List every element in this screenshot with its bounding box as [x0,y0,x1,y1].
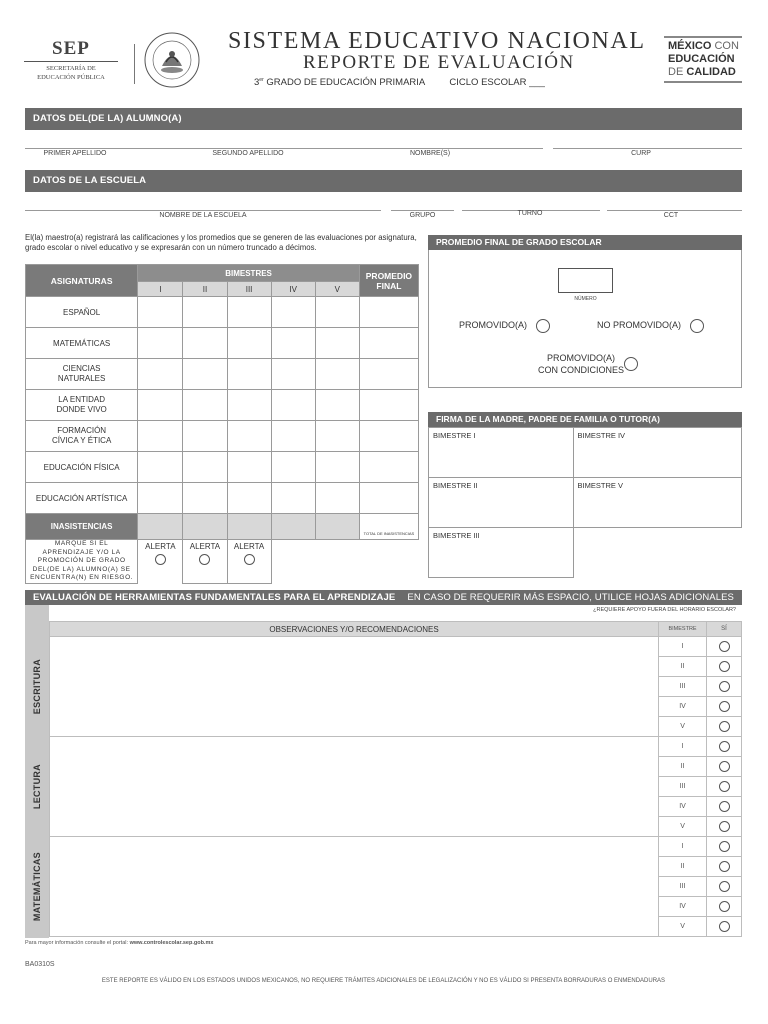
header-bim-1: I [138,282,183,297]
promoted-radio[interactable] [536,319,550,333]
sep-logo-subtitle [24,64,118,82]
conditional-radio[interactable] [624,357,638,371]
alert-cell-2[interactable] [183,540,227,584]
grade-cell[interactable] [138,328,183,359]
grade-cell[interactable] [227,421,271,452]
sep-sub-line1: SECRETARÍA DE [46,65,96,72]
header-final-average: PROMEDIO FINAL [359,265,418,297]
promoted-label: PROMOVIDO(A) [459,320,528,330]
average-cell[interactable] [359,421,418,452]
signatures-table [428,427,742,578]
grade-cell[interactable] [271,390,315,421]
portal-note [25,940,213,946]
bim-label: V [659,717,707,737]
grade-cell[interactable] [315,390,359,421]
sep-logo: SEP [52,38,90,59]
grade-cell[interactable] [271,359,315,390]
support-question: ¿REQUIERE APOYO FUERA DEL HORARIO ESCOLAR? [593,607,736,613]
alert-radio-2[interactable] [199,554,210,565]
label-group: GRUPO [409,212,436,219]
yes-cell[interactable] [707,837,742,857]
de-word: DE [668,66,684,78]
form-code: BA0310S [25,961,55,968]
average-cell[interactable] [359,452,418,483]
grade-cell[interactable] [183,452,227,483]
label-second-surname: SEGUNDO APELLIDO [212,150,284,157]
yes-radio[interactable] [719,761,730,772]
bim-label: IV [659,797,707,817]
grade-cell[interactable] [271,297,315,328]
student-data-bar: DATOS DEL(DE LA) ALUMNO(A) [25,108,742,130]
yes-cell[interactable] [707,877,742,897]
header-subjects: ASIGNATURAS [26,265,138,297]
subject-entity: LA ENTIDAD DONDE VIVO [26,390,138,421]
observations-table [49,621,742,937]
yes-cell[interactable] [707,857,742,877]
yes-radio[interactable] [719,781,730,792]
header-bim-5: V [315,282,359,297]
grade-cell[interactable] [183,483,227,514]
yes-cell[interactable] [707,757,742,777]
subject-pe: EDUCACIÓN FÍSICA [26,452,138,483]
student-line-2[interactable] [553,148,742,149]
yes-cell[interactable] [707,817,742,837]
school-line-cct[interactable] [607,210,742,211]
sep-sub-line2: EDUCACIÓN PÚBLICA [37,74,105,81]
yes-radio[interactable] [719,901,730,912]
yes-radio[interactable] [719,881,730,892]
grade-cell[interactable] [138,452,183,483]
calidad-word: CALIDAD [686,66,736,78]
header-bim-4: IV [271,282,315,297]
alert-label: ALERTA [145,542,176,551]
tools-bar-title: EVALUACIÓN DE HERRAMIENTAS FUNDAMENTALES PARA EL APRENDIZAJE [33,592,396,603]
average-cell[interactable] [359,390,418,421]
grade-cell[interactable] [138,297,183,328]
signature-bim-1[interactable]: BIMESTRE I [429,428,574,478]
grade-cell[interactable] [315,421,359,452]
grade-cell[interactable] [183,359,227,390]
signature-bim-5[interactable]: BIMESTRE V [573,478,741,528]
portal-link[interactable]: www.controlescolar.sep.gob.mx [129,940,214,946]
alert-cell-1[interactable] [138,540,183,584]
total-absences-cell[interactable]: TOTAL DE INASISTENCIAS [359,514,418,540]
section-writing-label: ESCRITURA [32,659,42,715]
yes-radio[interactable] [719,661,730,672]
grade-cell[interactable] [183,421,227,452]
section-math-label: MATEMÁTICAS [32,852,42,922]
subject-civics: FORMACIÓN CÍVICA Y ÉTICA [26,421,138,452]
average-cell[interactable] [359,297,418,328]
bim-label: IV [659,897,707,917]
yes-cell[interactable] [707,797,742,817]
yes-cell[interactable] [707,657,742,677]
mexico-word: MÉXICO [668,40,712,52]
average-cell[interactable] [359,483,418,514]
yes-radio[interactable] [719,701,730,712]
bim-label: V [659,817,707,837]
grade-cell[interactable] [271,452,315,483]
not-promoted-label: NO PROMOVIDO(A) [597,320,682,330]
subject-art: EDUCACIÓN ARTÍSTICA [26,483,138,514]
risk-note: MARQUE SI EL APRENDIZAJE Y/O LA PROMOCIÓN DE GRADO DEL(DE LA) ALUMNO(A) SE ENCUENTRA(N) EN RIESGO. [26,540,138,584]
average-cell[interactable] [359,328,418,359]
grade-text: GRADO DE EDUCACIÓN PRIMARIA [266,77,425,89]
label-cct: CCT [663,212,679,219]
grade-line [254,77,545,88]
label-first-surname: PRIMER APELLIDO [43,150,107,157]
final-average-number-box[interactable] [558,268,613,293]
yes-header: SÍ [707,622,742,637]
grade-cell[interactable] [271,328,315,359]
grade-cell[interactable] [271,421,315,452]
grade-cell[interactable] [227,297,271,328]
label-curp: CURP [631,150,651,157]
sep-logo-rule [24,61,118,62]
alert-label: ALERTA [189,542,221,551]
yes-radio[interactable] [719,801,730,812]
alert-cell-3[interactable] [227,540,271,584]
observations-reading[interactable] [50,737,659,837]
grade-cell[interactable] [227,328,271,359]
mexico-calidad-logo [664,36,742,83]
label-names: NOMBRE(S) [409,150,451,157]
yes-cell[interactable] [707,897,742,917]
yes-cell[interactable] [707,917,742,937]
document-title: SISTEMA EDUCATIVO NACIONAL [228,28,646,54]
average-cell[interactable] [359,359,418,390]
yes-radio[interactable] [719,841,730,852]
absence-cell[interactable] [315,514,359,540]
absence-cell[interactable] [227,514,271,540]
grade-ordinal: er [259,77,264,83]
signature-bim-2[interactable]: BIMESTRE II [429,478,574,528]
bim-label: II [659,657,707,677]
absences-label: INASISTENCIAS [26,514,138,540]
header-divider [134,44,135,84]
final-average-header: PROMEDIO FINAL DE GRADO ESCOLAR [428,235,742,250]
signature-bim-3[interactable]: BIMESTRE III [429,528,574,578]
coat-of-arms-seal [144,32,200,88]
grade-cell[interactable] [315,483,359,514]
header-bimesters: BIMESTRES [138,265,360,282]
grade-cell[interactable] [183,297,227,328]
observations-writing[interactable] [50,637,659,737]
alert-radio-3[interactable] [244,554,255,565]
alert-label: ALERTA [233,542,265,551]
instructions-text: El(la) maestro(a) registrará las calificaciones y los promedios que se generen de las evaluaciones por asignatura, grado escolar o nivel educativo y se expresarán con un número truncado a décimos. [25,233,417,252]
yes-radio[interactable] [719,681,730,692]
con-word: CON [714,40,739,52]
school-line-group[interactable] [391,210,454,211]
conditional-label: PROMOVIDO(A) CON CONDICIONES [537,353,624,375]
yes-cell[interactable] [707,737,742,757]
tools-bar-note: EN CASO DE REQUERIR MÁS ESPACIO, UTILICE HOJAS ADICIONALES [407,592,734,603]
grade-cell[interactable] [138,483,183,514]
absence-cell[interactable] [271,514,315,540]
yes-cell[interactable] [707,697,742,717]
subject-math: MATEMÁTICAS [26,328,138,359]
final-average-number-label: NÚMERO [574,296,597,302]
absence-cell[interactable] [138,514,183,540]
grade-cell[interactable] [183,390,227,421]
subject-science: CIENCIAS NATURALES [26,359,138,390]
bim-label: I [659,637,707,657]
label-shift: TURNO [517,210,543,217]
bim-label: III [659,777,707,797]
yes-radio[interactable] [719,721,730,732]
school-data-bar: DATOS DE LA ESCUELA [25,170,742,192]
grade-cell[interactable] [315,452,359,483]
yes-cell[interactable] [707,777,742,797]
portal-prefix: Para mayor información consulte el portal: [25,940,130,946]
not-promoted-radio[interactable] [690,319,704,333]
alert-empty [271,540,418,584]
educacion-word: EDUCACIÓN [668,53,735,65]
grades-table [25,264,419,584]
yes-cell[interactable] [707,677,742,697]
observations-math[interactable] [50,837,659,937]
grade-cell[interactable] [227,390,271,421]
grade-cell[interactable] [315,297,359,328]
signature-empty [573,528,741,578]
alert-radio-1[interactable] [155,554,166,565]
bimester-header: BIMESTRE [659,622,707,637]
bim-label: III [659,677,707,697]
validity-note: ESTE REPORTE ES VÁLIDO EN LOS ESTADOS UNIDOS MEXICANOS, NO REQUIERE TRÁMITES ADICIONALES DE LEGALIZACIÓN Y NO ES VÁLIDO SI PRESENTA BORRADURAS O ENMENDADURAS [101,978,666,984]
bim-label: II [659,757,707,777]
grade-cell[interactable] [315,359,359,390]
grade-cell[interactable] [271,483,315,514]
document-subtitle: REPORTE DE EVALUACIÓN [303,52,575,73]
grade-cell[interactable] [183,328,227,359]
header-bim-3: III [227,282,271,297]
bim-label: V [659,917,707,937]
grade-cell[interactable] [227,452,271,483]
tools-bar [25,590,742,605]
yes-cell[interactable] [707,637,742,657]
bim-label: II [659,857,707,877]
section-reading-label: LECTURA [32,764,42,810]
bim-label: IV [659,697,707,717]
yes-radio[interactable] [719,641,730,652]
bim-label: I [659,737,707,757]
header-bim-2: II [183,282,227,297]
section-reading-wrap [25,737,49,837]
grade-cell[interactable] [315,328,359,359]
bim-label: III [659,877,707,897]
bim-label: I [659,837,707,857]
absence-cell[interactable] [183,514,227,540]
grade-cell[interactable] [227,483,271,514]
student-line-1[interactable] [25,148,543,149]
section-writing-wrap [25,637,49,737]
signatures-header: FIRMA DE LA MADRE, PADRE DE FAMILIA O TUTOR(A) [428,412,742,427]
yes-radio[interactable] [719,921,730,932]
yes-cell[interactable] [707,717,742,737]
signature-bim-4[interactable]: BIMESTRE IV [573,428,741,478]
section-math-wrap [25,837,49,937]
grade-number: 3 [254,77,260,89]
school-cycle: CICLO ESCOLAR ___ [449,77,545,89]
grade-cell[interactable] [227,359,271,390]
yes-radio[interactable] [719,821,730,832]
grade-cell[interactable] [138,421,183,452]
label-school-name: NOMBRE DE LA ESCUELA [159,212,247,219]
yes-radio[interactable] [719,741,730,752]
school-line-name[interactable] [25,210,381,211]
grade-cell[interactable] [138,359,183,390]
yes-radio[interactable] [719,861,730,872]
subject-spanish: ESPAÑOL [26,297,138,328]
observations-header: OBSERVACIONES Y/O RECOMENDACIONES [50,622,659,637]
grade-cell[interactable] [138,390,183,421]
